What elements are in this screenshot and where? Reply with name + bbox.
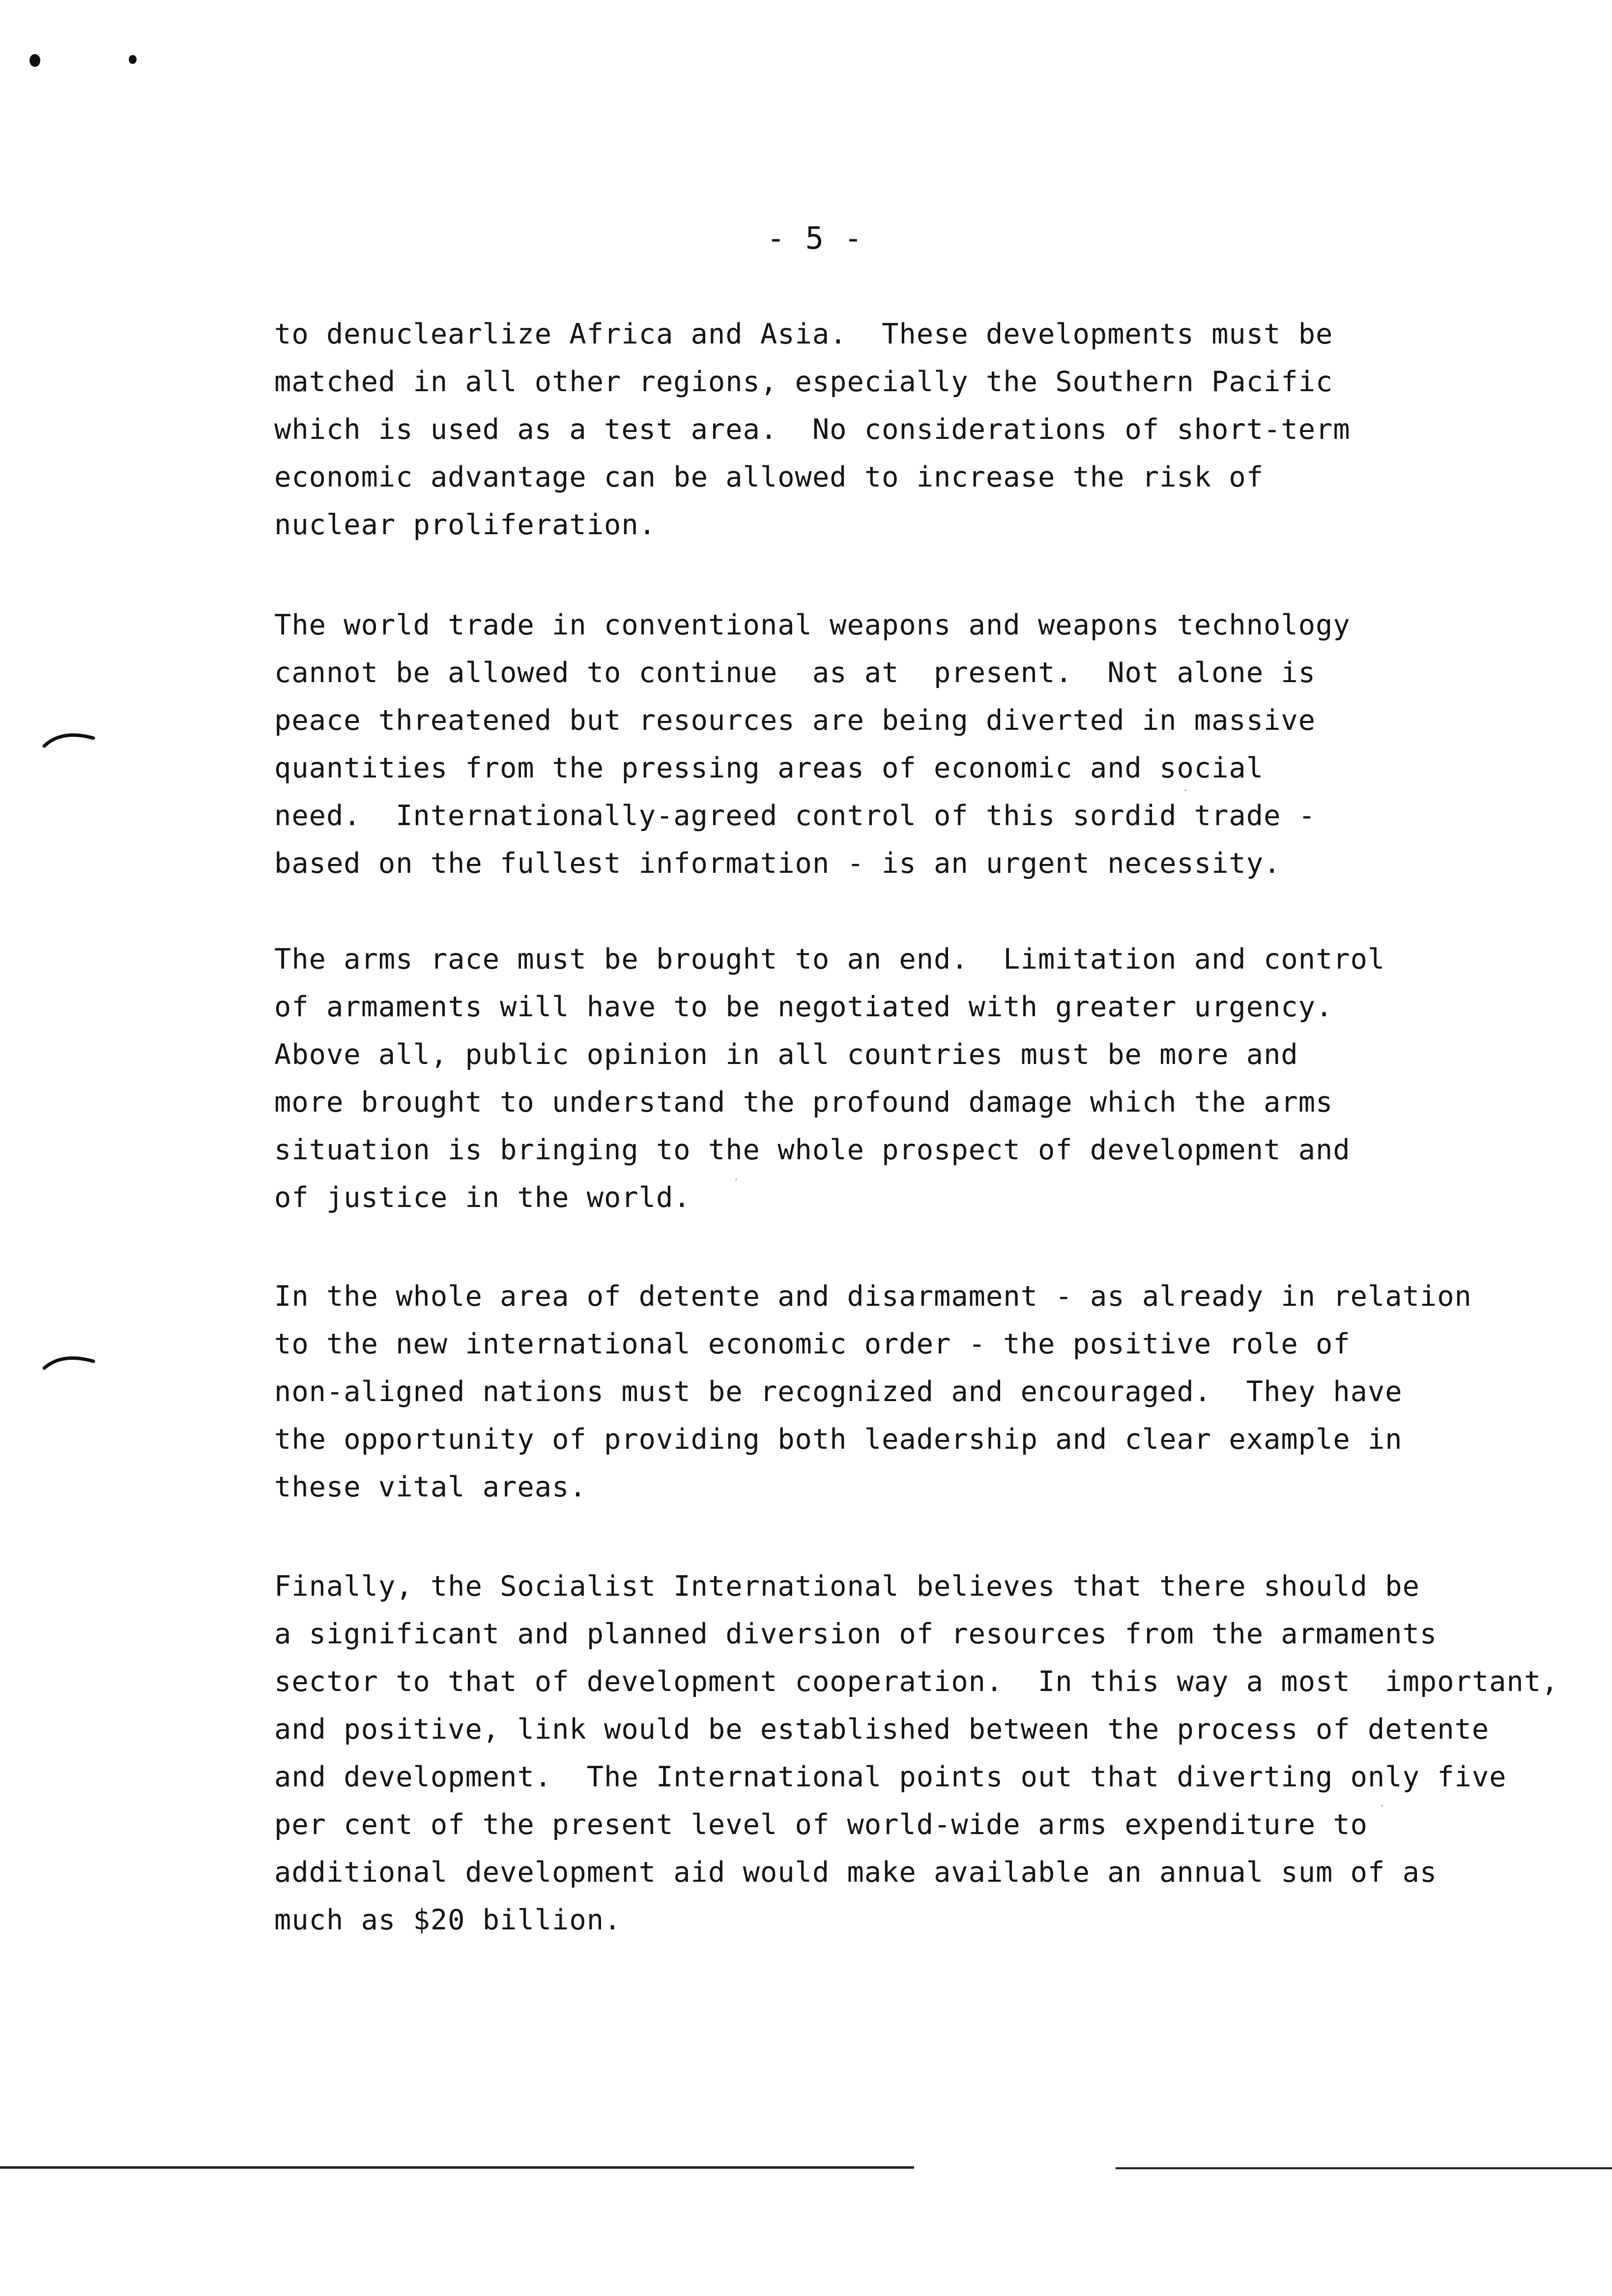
text-line: need. Internationally-agreed control of this sordid trade - [274, 800, 1316, 832]
margin-arc-mark [42, 728, 96, 748]
text-line: Finally, the Socialist International believes that there should be [274, 1570, 1420, 1603]
text-line: situation is bringing to the whole prospect of development and [274, 1134, 1351, 1166]
punch-hole-mark [29, 54, 40, 67]
text-line: a significant and planned diversion of resources from the armaments [274, 1618, 1438, 1650]
text-line: matched in all other regions, especially the Southern Pacific [274, 366, 1333, 398]
text-line: of justice in the world. [274, 1181, 691, 1214]
scan-speck [1381, 1805, 1383, 1807]
text-line: per cent of the present level of world-wide arms expenditure to [274, 1808, 1368, 1841]
paragraph [274, 602, 1523, 888]
paragraph [274, 936, 1523, 1222]
scan-speck [1184, 789, 1186, 791]
text-line: cannot be allowed to continue as at present. Not alone is [274, 657, 1316, 689]
text-line: of armaments will have to be negotiated with greater urgency. [274, 991, 1333, 1023]
paragraph [274, 1273, 1523, 1511]
bottom-rule [0, 2166, 914, 2169]
text-line: to denuclearlize Africa and Asia. These developments must be [274, 318, 1333, 350]
text-line: economic advantage can be allowed to increase the risk of [274, 461, 1264, 493]
text-line: quantities from the pressing areas of economic and social [274, 752, 1264, 784]
text-line: more brought to understand the profound damage which the arms [274, 1086, 1333, 1119]
paragraph [274, 311, 1523, 549]
page-number: - 5 - [767, 220, 864, 256]
paragraph [274, 1563, 1559, 1944]
text-line: much as $20 billion. [274, 1904, 622, 1936]
text-line: nuclear proliferation. [274, 509, 656, 541]
scan-speck [735, 1178, 737, 1180]
text-line: non-aligned nations must be recognized and encouraged. They have [274, 1376, 1403, 1408]
text-line: to the new international economic order - the positive role of [274, 1328, 1351, 1360]
text-line: and positive, link would be established between the process of detente [274, 1713, 1490, 1746]
text-line: based on the fullest information - is an urgent necessity. [274, 847, 1281, 880]
text-line: The world trade in conventional weapons and weapons technology [274, 609, 1351, 641]
text-line: and development. The International points out that diverting only five [274, 1761, 1507, 1793]
text-line: In the whole area of detente and disarmament - as already in relation [274, 1280, 1472, 1313]
punch-hole-mark [129, 55, 137, 64]
text-line: The arms race must be brought to an end. Limitation and control [274, 943, 1385, 976]
bottom-rule [1116, 2167, 1612, 2169]
text-line: Above all, public opinion in all countries must be more and [274, 1038, 1298, 1071]
text-line: additional development aid would make available an annual sum of as [274, 1856, 1438, 1889]
text-line: the opportunity of providing both leadership and clear example in [274, 1423, 1403, 1456]
text-line: which is used as a test area. No considerations of short-term [274, 413, 1351, 446]
text-line: these vital areas. [274, 1471, 587, 1503]
margin-arc-mark [42, 1350, 96, 1370]
text-line: sector to that of development cooperation. In this way a most important, [274, 1665, 1559, 1698]
text-line: peace threatened but resources are being diverted in massive [274, 704, 1316, 737]
